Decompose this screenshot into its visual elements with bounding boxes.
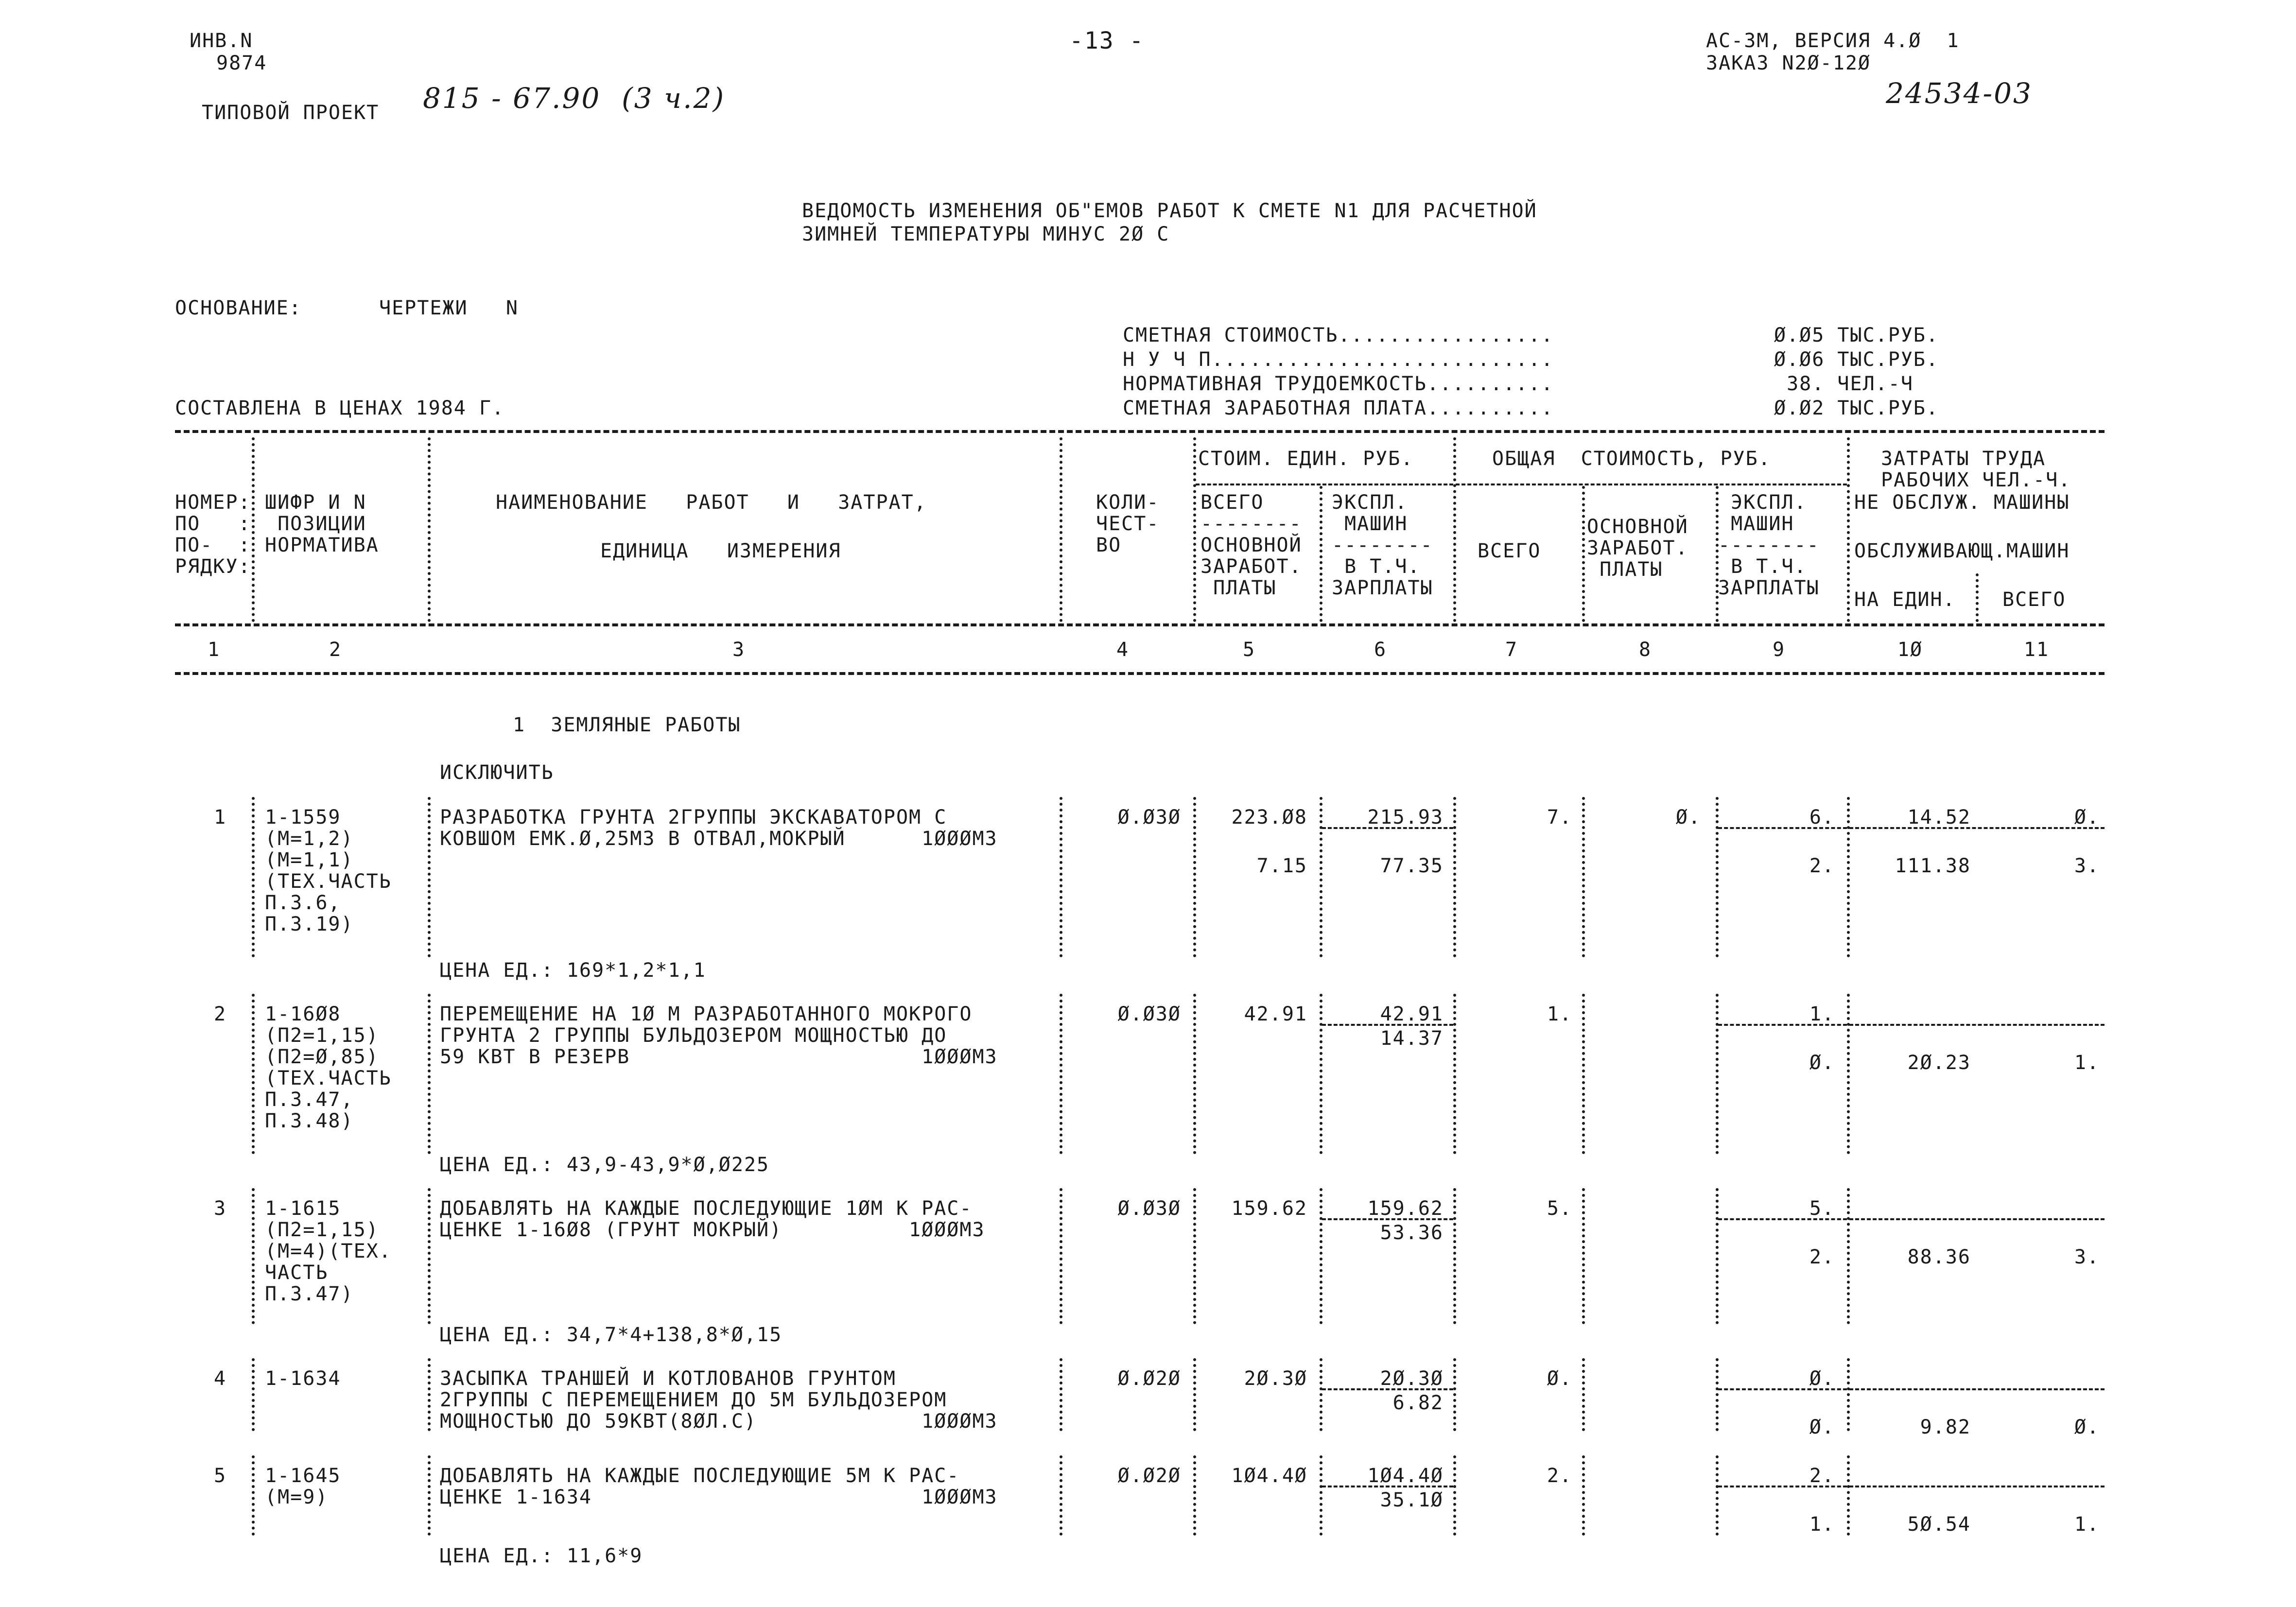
column-number: 6 bbox=[1374, 639, 1387, 661]
row-labor-total-machine: 1. bbox=[2074, 1513, 2100, 1536]
header-separator bbox=[1847, 437, 1850, 622]
row-unit-price-formula: ЦЕНА ЕД.: 11,6*9 bbox=[440, 1545, 643, 1567]
row-unit-total: 223.Ø8 bbox=[1231, 806, 1307, 829]
table-numbers-rule bbox=[175, 672, 2105, 675]
row-quantity: Ø.Ø3Ø bbox=[1117, 1197, 1181, 1220]
header-total-cost: ОБЩАЯ СТОИМОСТЬ, РУБ. bbox=[1492, 448, 1771, 470]
header-subrule bbox=[1456, 484, 1847, 485]
row-separator bbox=[428, 1188, 431, 1324]
row-separator bbox=[1060, 797, 1062, 957]
header-col3-name: НАИМЕНОВАНИЕ РАБОТ И ЗАТРАТ, bbox=[496, 491, 927, 514]
row-labor-per-unit-machine: 5Ø.54 bbox=[1907, 1513, 1971, 1536]
row-number: 3 bbox=[214, 1197, 227, 1220]
row-total-machine-wage: 1. bbox=[1809, 1513, 1835, 1536]
header-separator bbox=[252, 437, 255, 622]
row-unit-price-formula: ЦЕНА ЕД.: 43,9-43,9*Ø,Ø225 bbox=[440, 1154, 770, 1176]
header-col10: НА ЕДИН. bbox=[1854, 588, 1956, 611]
header-unit-cost: СТОИМ. ЕДИН. РУБ. bbox=[1198, 448, 1414, 470]
row-number: 4 bbox=[214, 1367, 227, 1390]
row-total-machine: 1. bbox=[1809, 1003, 1835, 1025]
row-unit-price-formula: ЦЕНА ЕД.: 34,7*4+138,8*Ø,15 bbox=[440, 1324, 783, 1346]
row-total-machine-wage: Ø. bbox=[1809, 1052, 1835, 1074]
row-unit-machine: 215.93 bbox=[1367, 806, 1444, 829]
header-separator bbox=[1582, 486, 1585, 622]
row-separator bbox=[1582, 1188, 1585, 1324]
cell-subrule bbox=[1849, 1218, 2105, 1220]
header-serving-machines: ОБСЛУЖИВАЮЩ.МАШИН bbox=[1854, 540, 2070, 562]
document-title-line2: ЗИМНЕЙ ТЕМПЕРАТУРЫ МИНУС 2Ø С bbox=[802, 223, 1170, 245]
row-unit-total: 1Ø4.4Ø bbox=[1231, 1465, 1307, 1487]
row-unit-wage: 7.15 bbox=[1256, 855, 1307, 877]
row-unit-machine-wage: 53.36 bbox=[1380, 1222, 1444, 1244]
column-number: 8 bbox=[1638, 639, 1652, 661]
row-labor-per-unit: 14.52 bbox=[1907, 806, 1971, 829]
row-unit-machine: 42.91 bbox=[1380, 1003, 1444, 1025]
row-unit-total: 42.91 bbox=[1244, 1003, 1307, 1025]
header-col2: ШИФР И N ПОЗИЦИИ НОРМАТИВА bbox=[265, 491, 379, 556]
column-number: 1Ø bbox=[1897, 639, 1923, 661]
basis-label: ОСНОВАНИЕ: bbox=[175, 297, 302, 319]
row-name: ДОБАВЛЯТЬ НА КАЖДЫЕ ПОСЛЕДУЮЩИЕ 5М К РАС- ЦЕНКЕ 1-1634 1ØØØМ3 bbox=[440, 1465, 998, 1508]
row-labor-total-machine: Ø. bbox=[2074, 1416, 2100, 1438]
header-subrule bbox=[1196, 484, 1453, 485]
cell-subrule bbox=[1849, 1486, 2105, 1487]
row-labor-total-machine: 3. bbox=[2074, 1246, 2100, 1268]
row-separator bbox=[1582, 1358, 1585, 1431]
row-labor-per-unit-machine: 88.36 bbox=[1907, 1246, 1971, 1268]
row-name: ДОБАВЛЯТЬ НА КАЖДЫЕ ПОСЛЕДУЮЩИЕ 1ØМ К РАС- ЦЕНКЕ 1-16Ø8 (ГРУНТ МОКРЫЙ) 1ØØØМ3 bbox=[440, 1197, 985, 1241]
section-subtitle: ИСКЛЮЧИТЬ bbox=[440, 761, 554, 784]
row-labor-per-unit-machine: 2Ø.23 bbox=[1907, 1052, 1971, 1074]
row-separator bbox=[1060, 1455, 1062, 1536]
row-quantity: Ø.Ø3Ø bbox=[1117, 1003, 1181, 1025]
row-unit-machine-wage: 6.82 bbox=[1392, 1392, 1444, 1414]
header-not-serving-machines: НЕ ОБСЛУЖ. МАШИНЫ bbox=[1854, 491, 2070, 514]
header-col1: НОМЕР: ПО : ПО- : РЯДКУ: bbox=[175, 491, 251, 578]
header-col3-unit: ЕДИНИЦА ИЗМЕРЕНИЯ bbox=[600, 540, 841, 562]
header-separator bbox=[1060, 437, 1062, 622]
cell-subrule bbox=[1849, 1388, 2105, 1390]
summary-value-2: Ø.Ø6 ТЫС.РУБ. bbox=[1774, 348, 1939, 371]
row-name: ПЕРЕМЕЩЕНИЕ НА 1Ø М РАЗРАБОТАННОГО МОКРОГО ГРУНТА 2 ГРУППЫ БУЛЬДОЗЕРОМ МОЩНОСТЬЮ ДО 59 КВТ В РЕЗЕРВ 1ØØØМ3 bbox=[440, 1003, 998, 1068]
row-total: Ø. bbox=[1547, 1367, 1572, 1390]
row-total-machine-wage: 2. bbox=[1809, 855, 1835, 877]
row-unit-machine-wage: 77.35 bbox=[1380, 855, 1444, 877]
row-unit-price-formula: ЦЕНА ЕД.: 169*1,2*1,1 bbox=[440, 959, 706, 982]
column-number: 7 bbox=[1505, 639, 1518, 661]
row-total-machine: 5. bbox=[1809, 1197, 1835, 1220]
header-separator bbox=[1976, 573, 1979, 622]
row-separator bbox=[1582, 994, 1585, 1154]
row-separator bbox=[428, 1455, 431, 1536]
compiled-prices: СОСТАВЛЕНА В ЦЕНАХ 1984 Г. bbox=[175, 397, 505, 419]
header-labor: ЗАТРАТЫ ТРУДА РАБОЧИХ ЧЕЛ.-Ч. bbox=[1881, 448, 2071, 491]
header-col6: ЭКСПЛ. МАШИН -------- В Т.Ч. ЗАРПЛАТЫ bbox=[1332, 491, 1433, 599]
header-col5: ВСЕГО -------- ОСНОВНОЙ ЗАРАБОТ. ПЛАТЫ bbox=[1200, 491, 1302, 599]
section-title: 1 ЗЕМЛЯНЫЕ РАБОТЫ bbox=[513, 714, 741, 736]
document-title-line1: ВЕДОМОСТЬ ИЗМЕНЕНИЯ ОБ"ЕМОВ РАБОТ К СМЕТЕ N1 ДЛЯ РАСЧЕТНОЙ bbox=[802, 200, 1537, 222]
column-number: 5 bbox=[1242, 639, 1256, 661]
column-number: 3 bbox=[732, 639, 746, 661]
header-separator bbox=[1193, 437, 1196, 622]
inventory-label: ИНВ.N bbox=[190, 30, 253, 52]
row-separator bbox=[252, 994, 255, 1154]
summary-value-4: Ø.Ø2 ТЫС.РУБ. bbox=[1774, 397, 1939, 419]
column-number: 11 bbox=[2023, 639, 2050, 661]
row-labor-total-machine: 3. bbox=[2074, 855, 2100, 877]
order-number: ЗАКАЗ N2Ø-12Ø bbox=[1706, 52, 1871, 74]
basis-value: ЧЕРТЕЖИ N bbox=[379, 297, 519, 319]
software-version: АС-3М, ВЕРСИЯ 4.Ø 1 bbox=[1706, 30, 1960, 52]
summary-label-4: СМЕТНАЯ ЗАРАБОТНАЯ ПЛАТА.......... bbox=[1123, 397, 1554, 419]
row-quantity: Ø.Ø2Ø bbox=[1117, 1465, 1181, 1487]
row-code: 1-16Ø8 (П2=1,15) (П2=Ø,85) (ТЕХ.ЧАСТЬ П.3.47, П.3.48) bbox=[265, 1003, 392, 1132]
row-separator bbox=[428, 797, 431, 957]
row-total: 1. bbox=[1547, 1003, 1572, 1025]
summary-label-2: Н У Ч П........................... bbox=[1123, 348, 1554, 371]
row-separator bbox=[1847, 994, 1850, 1154]
table-header-rule bbox=[175, 623, 2105, 626]
row-unit-machine-wage: 14.37 bbox=[1380, 1027, 1444, 1050]
summary-label-3: НОРМАТИВНАЯ ТРУДОЕМКОСТЬ.......... bbox=[1123, 373, 1554, 395]
row-separator bbox=[1582, 1455, 1585, 1536]
column-number: 4 bbox=[1116, 639, 1130, 661]
row-separator bbox=[252, 797, 255, 957]
row-total-machine: 2. bbox=[1809, 1465, 1835, 1487]
project-label: ТИПОВОЙ ПРОЕКТ bbox=[202, 102, 380, 124]
row-separator bbox=[1060, 1188, 1062, 1324]
row-labor-per-unit-machine: 111.38 bbox=[1895, 855, 1971, 877]
row-separator bbox=[252, 1188, 255, 1324]
page-number: -13 - bbox=[1069, 27, 1145, 54]
row-total: 5. bbox=[1547, 1197, 1572, 1220]
row-total-machine: 6. bbox=[1809, 806, 1835, 829]
row-number: 5 bbox=[214, 1465, 227, 1487]
row-total: 2. bbox=[1547, 1465, 1572, 1487]
row-quantity: Ø.Ø3Ø bbox=[1117, 806, 1181, 829]
header-separator bbox=[428, 437, 431, 622]
row-separator bbox=[428, 994, 431, 1154]
row-total-machine-wage: 2. bbox=[1809, 1246, 1835, 1268]
row-separator bbox=[428, 1358, 431, 1431]
row-code: 1-1634 bbox=[265, 1367, 341, 1390]
row-separator bbox=[1060, 994, 1062, 1154]
header-col4: КОЛИ- ЧЕСТ- ВО bbox=[1096, 491, 1160, 556]
row-number: 1 bbox=[214, 806, 227, 829]
header-col9: ЭКСПЛ. МАШИН -------- В Т.Ч. ЗАРПЛАТЫ bbox=[1718, 491, 1820, 599]
row-unit-machine: 2Ø.3Ø bbox=[1380, 1367, 1444, 1390]
document-code: 24534-03 bbox=[1886, 77, 2033, 110]
header-col8: ОСНОВНОЙ ЗАРАБОТ. ПЛАТЫ bbox=[1587, 516, 1688, 581]
column-number: 2 bbox=[329, 639, 342, 661]
row-quantity: Ø.Ø2Ø bbox=[1117, 1367, 1181, 1390]
row-total-machine-wage: Ø. bbox=[1809, 1416, 1835, 1438]
row-total: 7. bbox=[1547, 806, 1572, 829]
summary-label-1: СМЕТНАЯ СТОИМОСТЬ................. bbox=[1123, 324, 1554, 346]
row-unit-total: 2Ø.3Ø bbox=[1244, 1367, 1307, 1390]
summary-value-3: 38. ЧЕЛ.-Ч bbox=[1774, 373, 1913, 395]
row-code: 1-1615 (П2=1,15) (М=4)(ТЕХ. ЧАСТЬ П.3.47) bbox=[265, 1197, 392, 1305]
header-col7: ВСЕГО bbox=[1478, 540, 1541, 562]
row-name: ЗАСЫПКА ТРАНШЕЙ И КОТЛОВАНОВ ГРУНТОМ 2ГРУППЫ С ПЕРЕМЕЩЕНИЕМ ДО 5М БУЛЬДОЗЕРОМ МОЩНОСТЬЮ ДО 59КВТ(8ØЛ.С) 1ØØØМ3 bbox=[440, 1367, 998, 1433]
row-separator bbox=[252, 1455, 255, 1536]
project-code: 815 - 67.90 (3 ч.2) bbox=[423, 82, 726, 115]
row-code: 1-1645 (М=9) bbox=[265, 1465, 341, 1508]
table-top-rule bbox=[175, 430, 2105, 433]
inventory-number: 9874 bbox=[216, 52, 267, 74]
header-col11: ВСЕГО bbox=[2002, 588, 2066, 611]
row-total-machine: Ø. bbox=[1809, 1367, 1835, 1390]
row-labor-per-unit-machine: 9.82 bbox=[1920, 1416, 1971, 1438]
row-code: 1-1559 (М=1,2) (М=1,1) (ТЕХ.ЧАСТЬ П.3.6, П.3.19) bbox=[265, 806, 392, 935]
row-labor-total: Ø. bbox=[2074, 806, 2100, 829]
row-unit-machine-wage: 35.1Ø bbox=[1380, 1489, 1444, 1511]
cell-subrule bbox=[1849, 1024, 2105, 1026]
row-name: РАЗРАБОТКА ГРУНТА 2ГРУППЫ ЭКСКАВАТОРОМ С КОВШОМ ЕМК.Ø,25М3 В ОТВАЛ,МОКРЫЙ 1ØØØМ3 bbox=[440, 806, 998, 850]
row-labor-total-machine: 1. bbox=[2074, 1052, 2100, 1074]
row-separator bbox=[252, 1358, 255, 1431]
row-unit-machine: 1Ø4.4Ø bbox=[1367, 1465, 1444, 1487]
header-separator bbox=[1453, 437, 1456, 622]
column-number: 1 bbox=[207, 639, 221, 661]
column-number: 9 bbox=[1772, 639, 1786, 661]
row-number: 2 bbox=[214, 1003, 227, 1025]
header-separator bbox=[1320, 486, 1322, 622]
row-total-wage: Ø. bbox=[1675, 806, 1701, 829]
summary-value-1: Ø.Ø5 ТЫС.РУБ. bbox=[1774, 324, 1939, 346]
row-unit-total: 159.62 bbox=[1231, 1197, 1307, 1220]
row-unit-machine: 159.62 bbox=[1367, 1197, 1444, 1220]
row-separator bbox=[1060, 1358, 1062, 1431]
